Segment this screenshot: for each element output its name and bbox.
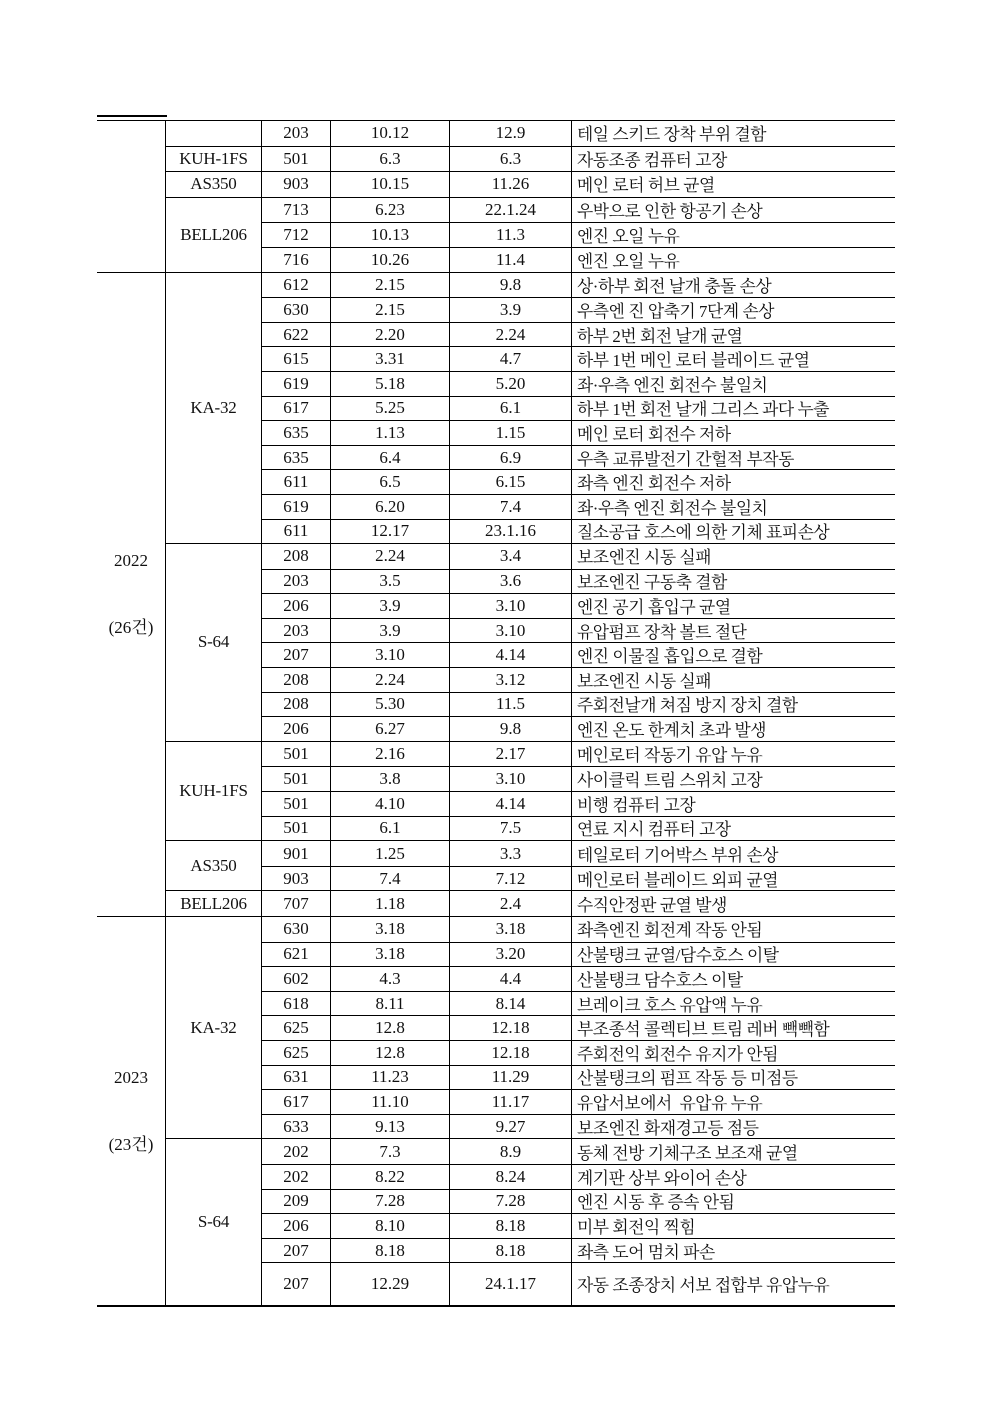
report-date-cell: 5.18 [331, 372, 450, 396]
action-date-cell: 7.5 [450, 817, 572, 841]
model-group [166, 840, 895, 890]
tail-number-cell: 207 [262, 1263, 331, 1305]
defect-description-cell: 테일 스키드 장착 부위 결함 [577, 125, 767, 145]
action-date-cell: 6.9 [450, 446, 572, 470]
report-date-cell: 12.8 [331, 1016, 450, 1040]
aircraft-model-cell: BELL206 [166, 198, 262, 272]
report-date-cell: 6.1 [331, 817, 450, 841]
table-row [262, 642, 895, 667]
model-group [166, 741, 895, 840]
model-group [166, 890, 895, 916]
action-date-cell: 8.24 [450, 1165, 572, 1189]
tail-number-cell: 611 [262, 520, 331, 544]
defect-description-cell: 산불탱크의 펌프 작동 등 미점등 [577, 1069, 798, 1089]
action-date-cell: 9.27 [450, 1115, 572, 1139]
defect-description-cell: 하부 1번 회전 날개 그리스 과다 누출 [577, 400, 830, 420]
model-group [166, 543, 895, 741]
defect-description-cell: 산불탱크 균열/담수호스 이탈 [577, 946, 779, 966]
row-list [262, 147, 895, 172]
report-date-cell: 6.5 [331, 470, 450, 494]
table-row [262, 198, 895, 223]
action-date-cell: 6.15 [450, 470, 572, 494]
report-date-cell: 5.30 [331, 693, 450, 717]
table-row [262, 917, 895, 942]
table-row [262, 1189, 895, 1214]
table-row [262, 494, 895, 519]
tail-number-cell: 615 [262, 347, 331, 371]
defect-description-cell: 상·하부 회전 날개 충돌 손상 [577, 276, 772, 296]
row-list [262, 917, 895, 1138]
report-date-cell: 12.29 [331, 1263, 450, 1305]
action-date-cell: 3.4 [450, 544, 572, 569]
defect-description-cell: 엔진 시동 후 증속 안됨 [577, 1193, 735, 1213]
table-row [262, 420, 895, 445]
row-list [262, 891, 895, 916]
report-date-cell: 3.31 [331, 347, 450, 371]
aircraft-model-cell: KA-32 [166, 273, 262, 544]
tail-number-cell: 208 [262, 544, 331, 569]
report-date-cell: 3.10 [331, 643, 450, 667]
row-list [262, 742, 895, 840]
tail-number-cell: 903 [262, 172, 331, 197]
aircraft-model-cell [166, 121, 262, 146]
defect-description-cell: 좌측 엔진 회전수 저하 [577, 474, 731, 494]
table-section [97, 120, 895, 272]
tail-number-cell: 209 [262, 1190, 331, 1214]
table-row [262, 766, 895, 791]
tail-number-cell: 207 [262, 1239, 331, 1263]
defect-description-cell: 연료 지시 컴퓨터 고장 [577, 820, 731, 840]
defect-description-cell: 자동조종 컴퓨터 고장 [577, 150, 727, 170]
tail-number-cell: 631 [262, 1066, 331, 1090]
action-date-cell: 9.8 [450, 273, 572, 298]
action-date-cell: 8.9 [450, 1139, 572, 1164]
maintenance-defect-table [97, 120, 895, 1307]
tail-number-cell: 635 [262, 446, 331, 470]
action-date-cell: 11.26 [450, 172, 572, 197]
report-date-cell: 2.16 [331, 742, 450, 767]
table-row [262, 519, 895, 544]
tail-number-cell: 202 [262, 1139, 331, 1164]
table-row [262, 445, 895, 470]
action-date-cell: 3.10 [450, 619, 572, 643]
defect-description-cell: 보조엔진 화재경고등 점등 [577, 1118, 759, 1138]
tail-number-cell: 618 [262, 992, 331, 1016]
action-date-cell: 8.18 [450, 1214, 572, 1238]
report-date-cell: 10.12 [331, 121, 450, 146]
report-date-cell: 7.4 [331, 867, 450, 891]
tail-number-cell: 501 [262, 792, 331, 816]
action-date-cell: 7.4 [450, 495, 572, 519]
row-list [262, 841, 895, 890]
tail-number-cell: 207 [262, 643, 331, 667]
action-date-cell: 12.18 [450, 1041, 572, 1065]
table-row [262, 593, 895, 618]
action-date-cell: 7.12 [450, 867, 572, 891]
report-date-cell: 10.13 [331, 223, 450, 247]
report-date-cell: 4.10 [331, 792, 450, 816]
tail-number-cell: 501 [262, 817, 331, 841]
model-group [166, 197, 895, 272]
tail-number-cell: 625 [262, 1016, 331, 1040]
aircraft-model-cell: KUH-1FS [166, 147, 262, 172]
tail-number-cell: 621 [262, 943, 331, 967]
tail-number-cell: 617 [262, 397, 331, 421]
action-date-cell: 2.17 [450, 742, 572, 767]
report-date-cell: 10.15 [331, 172, 450, 197]
report-date-cell: 2.24 [331, 544, 450, 569]
year-count-badge: (23건) [108, 1134, 154, 1154]
defect-description-cell: 우측 교류발전기 간헐적 부작동 [577, 449, 794, 469]
defect-description-cell: 하부 1번 메인 로터 블레이드 균열 [577, 351, 810, 371]
defect-description-cell: 계기판 상부 와이어 손상 [577, 1168, 747, 1188]
tail-number-cell: 707 [262, 891, 331, 916]
report-date-cell: 8.10 [331, 1214, 450, 1238]
model-groups [166, 273, 895, 916]
action-date-cell: 6.1 [450, 397, 572, 421]
row-list [262, 121, 895, 146]
table-section [97, 916, 895, 1305]
table-row [262, 469, 895, 494]
table-row [262, 172, 895, 197]
action-date-cell: 2.24 [450, 323, 572, 347]
defect-description-cell: 테일로터 기어박스 부위 손상 [577, 845, 779, 865]
tail-number-cell: 635 [262, 421, 331, 445]
report-date-cell: 1.13 [331, 421, 450, 445]
table-row [262, 1089, 895, 1114]
tail-number-cell: 206 [262, 717, 331, 741]
table-row [262, 371, 895, 396]
table-row [262, 942, 895, 967]
report-date-cell: 2.15 [331, 298, 450, 322]
table-row [262, 569, 895, 594]
model-group [166, 121, 895, 146]
action-date-cell: 12.9 [450, 121, 572, 146]
defect-description-cell: 보조엔진 구동축 결함 [577, 573, 727, 593]
defect-description-cell: 비행 컴퓨터 고장 [577, 795, 696, 815]
defect-description-cell: 우박으로 인한 항공기 손상 [577, 202, 763, 222]
defect-description-cell: 엔진 이물질 흡입으로 결함 [577, 647, 763, 667]
action-date-cell: 4.14 [450, 643, 572, 667]
tail-number-cell: 501 [262, 147, 331, 172]
defect-description-cell: 유압서보에서 유압유 누유 [577, 1093, 763, 1113]
model-group [166, 273, 895, 544]
report-date-cell: 6.3 [331, 147, 450, 172]
action-date-cell: 3.6 [450, 570, 572, 594]
tail-number-cell: 208 [262, 693, 331, 717]
report-date-cell: 1.18 [331, 891, 450, 916]
report-date-cell: 9.13 [331, 1115, 450, 1139]
table-row [262, 544, 895, 569]
model-group [166, 146, 895, 172]
action-date-cell: 4.4 [450, 967, 572, 991]
report-date-cell: 12.17 [331, 520, 450, 544]
action-date-cell: 11.29 [450, 1066, 572, 1090]
year-cell [97, 121, 166, 272]
tail-number-cell: 630 [262, 917, 331, 942]
defect-description-cell: 좌·우측 엔진 회전수 불일치 [577, 498, 768, 518]
report-date-cell: 11.10 [331, 1090, 450, 1114]
tail-number-cell: 716 [262, 248, 331, 272]
defect-description-cell: 하부 2번 회전 날개 균열 [577, 326, 743, 346]
year-cell [97, 917, 166, 1305]
model-group [166, 917, 895, 1138]
action-date-cell: 3.10 [450, 767, 572, 791]
action-date-cell: 24.1.17 [450, 1263, 572, 1305]
tail-number-cell: 206 [262, 1214, 331, 1238]
report-date-cell: 2.24 [331, 668, 450, 692]
row-list [262, 172, 895, 197]
tail-number-cell: 611 [262, 470, 331, 494]
defect-description-cell: 수직안정판 균열 발생 [577, 895, 727, 915]
table-row [262, 791, 895, 816]
report-date-cell: 8.18 [331, 1239, 450, 1263]
report-date-cell: 6.4 [331, 446, 450, 470]
action-date-cell: 2.4 [450, 891, 572, 916]
year-label: 2023 [114, 1067, 148, 1087]
table-row [262, 1262, 895, 1305]
table-row [262, 1065, 895, 1090]
defect-description-cell: 우측엔 진 압축기 7단계 손상 [577, 301, 775, 321]
report-date-cell: 3.9 [331, 594, 450, 618]
tail-number-cell: 612 [262, 273, 331, 298]
table-row [262, 716, 895, 741]
report-date-cell: 2.20 [331, 323, 450, 347]
tail-number-cell: 203 [262, 570, 331, 594]
defect-description-cell: 메인 로터 회전수 저하 [577, 424, 731, 444]
table-row [262, 966, 895, 991]
table-row [262, 1114, 895, 1139]
aircraft-model-cell: KUH-1FS [166, 742, 262, 840]
tail-number-cell: 630 [262, 298, 331, 322]
table-row [262, 816, 895, 841]
report-date-cell: 12.8 [331, 1041, 450, 1065]
tail-number-cell: 633 [262, 1115, 331, 1139]
defect-description-cell: 질소공급 호스에 의한 기체 표피손상 [577, 523, 830, 543]
tail-number-cell: 901 [262, 841, 331, 866]
table-row [262, 1139, 895, 1164]
table-row [262, 147, 895, 172]
table-row [262, 991, 895, 1016]
action-date-cell: 8.14 [450, 992, 572, 1016]
tail-number-cell: 203 [262, 121, 331, 146]
report-date-cell: 10.26 [331, 248, 450, 272]
action-date-cell: 3.20 [450, 943, 572, 967]
tail-number-cell: 501 [262, 767, 331, 791]
report-date-cell: 3.18 [331, 943, 450, 967]
action-date-cell: 23.1.16 [450, 520, 572, 544]
report-date-cell: 3.18 [331, 917, 450, 942]
defect-description-cell: 엔진 온도 한계치 초과 발생 [577, 721, 767, 741]
table-row [262, 1238, 895, 1263]
tail-number-cell: 208 [262, 668, 331, 692]
tail-number-cell: 712 [262, 223, 331, 247]
tail-number-cell: 619 [262, 372, 331, 396]
table-row [262, 121, 895, 146]
report-date-cell: 6.27 [331, 717, 450, 741]
tail-number-cell: 602 [262, 967, 331, 991]
aircraft-model-cell: AS350 [166, 172, 262, 197]
action-date-cell: 6.3 [450, 147, 572, 172]
action-date-cell: 11.4 [450, 248, 572, 272]
action-date-cell: 3.3 [450, 841, 572, 866]
aircraft-model-cell: KA-32 [166, 917, 262, 1138]
tail-number-cell: 617 [262, 1090, 331, 1114]
row-list [262, 273, 895, 544]
model-group [166, 171, 895, 197]
action-date-cell: 3.9 [450, 298, 572, 322]
defect-description-cell: 좌·우측 엔진 회전수 불일치 [577, 375, 768, 395]
defect-description-cell: 미부 회전익 찍힘 [577, 1217, 696, 1237]
table-row [262, 1040, 895, 1065]
defect-description-cell: 엔진 공기 흡입구 균열 [577, 598, 731, 618]
report-date-cell: 1.25 [331, 841, 450, 866]
table-row [262, 866, 895, 891]
report-date-cell: 11.23 [331, 1066, 450, 1090]
aircraft-model-cell: AS350 [166, 841, 262, 890]
row-list [262, 1139, 895, 1305]
report-date-cell: 3.9 [331, 619, 450, 643]
table-row [262, 247, 895, 272]
defect-description-cell: 좌측 도어 멈치 파손 [577, 1242, 715, 1262]
defect-description-cell: 자동 조종장치 서보 접합부 유압누유 [577, 1276, 830, 1296]
year-label: 2022 [114, 550, 148, 570]
defect-description-cell: 엔진 오일 누유 [577, 227, 680, 247]
defect-description-cell: 유압펌프 장착 볼트 절단 [577, 622, 747, 642]
table-row [262, 297, 895, 322]
tail-number-cell: 625 [262, 1041, 331, 1065]
aircraft-model-cell: S-64 [166, 544, 262, 741]
defect-description-cell: 메인 로터 허브 균열 [577, 176, 715, 196]
report-date-cell: 3.8 [331, 767, 450, 791]
table-row [262, 618, 895, 643]
table-row [262, 692, 895, 717]
tail-number-cell: 713 [262, 198, 331, 223]
defect-description-cell: 주회전날개 쳐짐 방지 장치 결함 [577, 696, 798, 716]
report-date-cell: 8.11 [331, 992, 450, 1016]
model-groups [166, 917, 895, 1305]
table-row [262, 891, 895, 916]
defect-description-cell: 주회전익 회전수 유지가 안됨 [577, 1044, 779, 1064]
report-date-cell: 4.3 [331, 967, 450, 991]
table-row [262, 346, 895, 371]
tail-number-cell: 622 [262, 323, 331, 347]
action-date-cell: 22.1.24 [450, 198, 572, 223]
action-date-cell: 5.20 [450, 372, 572, 396]
table-row [262, 841, 895, 866]
action-date-cell: 3.10 [450, 594, 572, 618]
table-row [262, 1213, 895, 1238]
tail-number-cell: 202 [262, 1165, 331, 1189]
table-row [262, 1164, 895, 1189]
tail-number-cell: 203 [262, 619, 331, 643]
aircraft-model-cell: BELL206 [166, 891, 262, 916]
defect-description-cell: 동체 전방 기체구조 보조재 균열 [577, 1143, 798, 1163]
report-date-cell: 7.3 [331, 1139, 450, 1164]
tail-number-cell: 619 [262, 495, 331, 519]
report-date-cell: 2.15 [331, 273, 450, 298]
table-top-double-line [97, 115, 167, 117]
defect-description-cell: 브레이크 호스 유압액 누유 [577, 995, 763, 1015]
action-date-cell: 12.18 [450, 1016, 572, 1040]
table-section [97, 272, 895, 916]
action-date-cell: 11.17 [450, 1090, 572, 1114]
report-date-cell: 3.5 [331, 570, 450, 594]
tail-number-cell: 903 [262, 867, 331, 891]
report-date-cell: 5.25 [331, 397, 450, 421]
defect-description-cell: 보조엔진 시동 실패 [577, 548, 712, 568]
table-row [262, 222, 895, 247]
action-date-cell: 3.12 [450, 668, 572, 692]
action-date-cell: 1.15 [450, 421, 572, 445]
tail-number-cell: 501 [262, 742, 331, 767]
table-row [262, 742, 895, 767]
defect-description-cell: 메인로터 블레이드 외피 균열 [577, 870, 779, 890]
action-date-cell: 9.8 [450, 717, 572, 741]
table-row [262, 667, 895, 692]
report-date-cell: 8.22 [331, 1165, 450, 1189]
defect-description-cell: 산불탱크 담수호스 이탈 [577, 970, 743, 990]
action-date-cell: 11.3 [450, 223, 572, 247]
defect-description-cell: 보조엔진 시동 실패 [577, 671, 712, 691]
defect-description-cell: 엔진 오일 누유 [577, 251, 680, 271]
model-groups [166, 121, 895, 272]
report-date-cell: 7.28 [331, 1190, 450, 1214]
table-row [262, 273, 895, 298]
aircraft-model-cell: S-64 [166, 1139, 262, 1305]
report-date-cell: 6.23 [331, 198, 450, 223]
row-list [262, 198, 895, 272]
model-group [166, 1138, 895, 1305]
defect-description-cell: 부조종석 콜렉티브 트림 레버 빽빽함 [577, 1020, 830, 1040]
report-date-cell: 6.20 [331, 495, 450, 519]
action-date-cell: 7.28 [450, 1190, 572, 1214]
action-date-cell: 4.7 [450, 347, 572, 371]
year-count-badge: (26건) [108, 617, 154, 637]
table-row [262, 1015, 895, 1040]
table-row [262, 322, 895, 347]
row-list [262, 544, 895, 741]
action-date-cell: 11.5 [450, 693, 572, 717]
defect-description-cell: 좌측엔진 회전계 작동 안됨 [577, 921, 763, 941]
table-row [262, 396, 895, 421]
defect-description-cell: 사이클릭 트림 스위치 고장 [577, 771, 763, 791]
year-cell [97, 273, 166, 916]
tail-number-cell: 206 [262, 594, 331, 618]
defect-description-cell: 메인로터 작동기 유압 누유 [577, 746, 763, 766]
action-date-cell: 8.18 [450, 1239, 572, 1263]
action-date-cell: 4.14 [450, 792, 572, 816]
action-date-cell: 3.18 [450, 917, 572, 942]
